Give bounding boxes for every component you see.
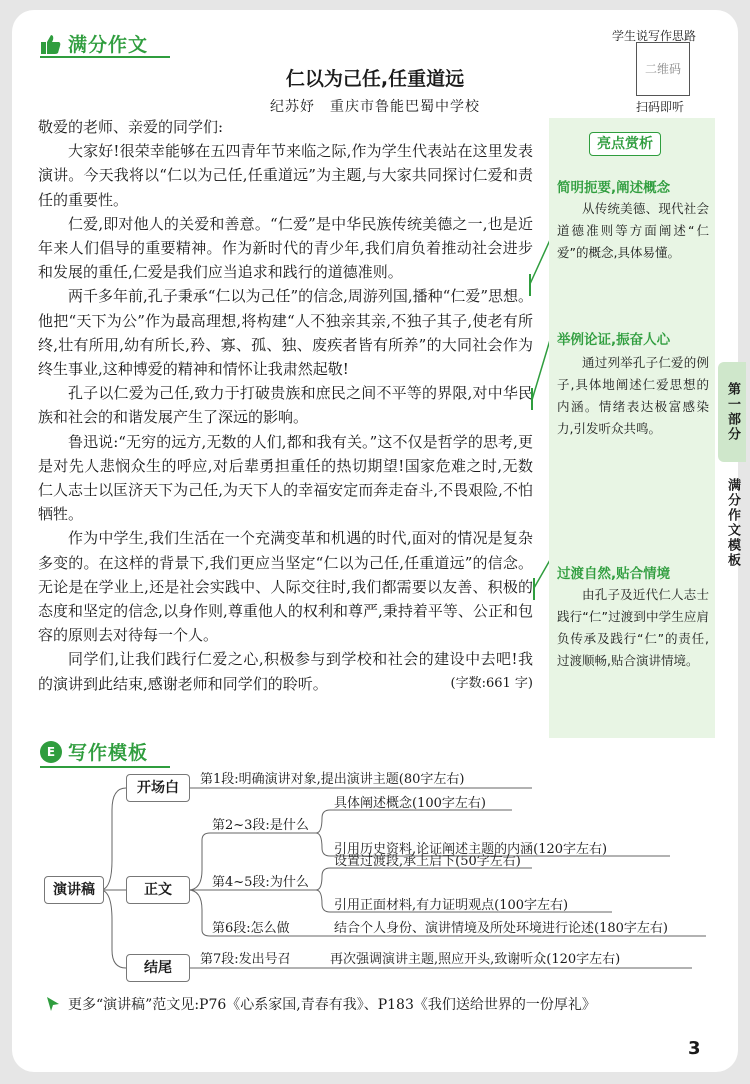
mindmap-what-item: 具体阐述概念(100字左右) bbox=[334, 796, 486, 811]
template-tag-label: 写作模板 bbox=[68, 742, 149, 764]
qr-code[interactable]: 二维码 bbox=[636, 42, 690, 96]
part-tab: 第一部分 bbox=[718, 362, 746, 462]
note-body: 从传统美德、现代社会道德准则等方面阐述“仁爱”的概念,具体易懂。 bbox=[557, 201, 709, 260]
note-body: 通过列举孔子仁爱的例子,具体地阐述仁爱思想的内涵。情绪表达极富感染力,引发听众共鸣。 bbox=[557, 355, 709, 436]
more-examples bbox=[44, 994, 596, 1014]
essay-title: 仁以为己任,任重道远 bbox=[285, 68, 465, 90]
essay-paragraph: 孔子以仁爱为己任,致力于打破贵族和庶民之间不平等的界限,对中华民族和社会的和谐发展产生了深远的影响。 bbox=[38, 384, 533, 427]
note-title: 举例论证,振奋人心 bbox=[557, 332, 671, 348]
qr-caption: 扫码即听 bbox=[636, 100, 685, 114]
mindmap-how-label: 第6段:怎么做 bbox=[212, 921, 290, 936]
essay-paragraph: 大家好!很荣幸能够在五四青年节来临之际,作为学生代表站在这里发表演讲。今天我将以“仁以为己任,任重道远”为主题,与大家共同探讨仁爱和责任的重要性。 bbox=[38, 142, 533, 209]
note-title: 过渡自然,贴合情境 bbox=[557, 566, 671, 582]
essay-paragraph: 两千多年前,孔子秉承“仁以为己任”的信念,周游列国,播种“仁爱”思想。他把“天下为公”作为最高理想,将构建“人不独亲其亲,不独子其子,使老有所终,壮有所用,幼有所长,矜、寡、孤、独、废疾者皆有所养”的大同社会作为终生事业,这种博爱的精神和情怀让我肃然起敬! bbox=[38, 287, 533, 379]
note-body: 由孔子及近代仁人志士践行“仁”过渡到中学生应肩负传承及践行“仁”的责任,过渡顺畅,贴合演讲情境。 bbox=[557, 587, 709, 668]
mindmap-ending-text: 再次强调演讲主题,照应开头,致谢听众(120字左右) bbox=[330, 952, 621, 967]
qr-hint: 学生说写作思路 bbox=[612, 29, 697, 43]
word-count: (字数:661 字) bbox=[450, 675, 533, 691]
mindmap-ending-title: 第7段:发出号召 bbox=[200, 952, 291, 967]
essay-paragraph: 作为中学生,我们生活在一个充满变革和机遇的时代,面对的情况是复杂多变的。在这样的背景下,我们更应当坚定“仁以为己任,任重道远”的信念。无论是在学业上,还是社会实践中、人际交往时,我们都需要以友善、积极的态度和坚定的信念,以身作则,尊重他人的权利和尊严,秉持着平等、公正和包容的原则去对待每一个人。 bbox=[38, 529, 533, 645]
mindmap-root: 演讲稿 bbox=[44, 876, 104, 904]
mindmap-how-text: 结合个人身份、演讲情境及所处环境进行论述(180字左右) bbox=[334, 921, 668, 936]
highlights-heading: 亮点赏析 bbox=[589, 132, 661, 156]
essay-paragraph: 鲁迅说:“无穷的远方,无数的人们,都和我有关。”这不仅是哲学的思考,更是对先人悲悯众生的呼应,对后辈勇担重任的热切期望!国家危难之时,无数仁人志士以匡济天下为己任,为天下人的幸福安定而奔走奋斗,不畏艰险,不怕牺牲。 bbox=[38, 432, 533, 524]
cursor-arrow-icon bbox=[44, 995, 62, 1013]
template-icon: E bbox=[40, 741, 62, 763]
mindmap-node-body: 正文 bbox=[126, 876, 190, 904]
mindmap-why-item: 引用正面材料,有力证明观点(100字左右) bbox=[334, 898, 569, 913]
mindmap-why-item: 设置过渡段,承上启下(50字左右) bbox=[334, 854, 521, 869]
note-title: 简明扼要,阐述概念 bbox=[557, 180, 671, 196]
more-examples-text[interactable]: 更多“演讲稿”范文见:P76《心系家国,青春有我》、P183《我们送给世界的一份厚礼》 bbox=[68, 997, 596, 1013]
mindmap-why-label: 第4~5段:为什么 bbox=[212, 875, 309, 890]
essay-paragraph: 仁爱,即对他人的关爱和善意。“仁爱”是中华民族传统美德之一,也是近年来人们倡导的重要精神。作为新时代的青少年,我们肩负着推动社会进步和发展的重任,仁爱是我们应当追求和践行的道德准则。 bbox=[38, 214, 533, 282]
essay-salutation: 敬爱的老师、亲爱的同学们: bbox=[38, 118, 224, 136]
page-number: 3 bbox=[688, 1038, 701, 1059]
mindmap-what-item: 引用历史资料,论证阐述主题的内涵(120字左右) bbox=[334, 842, 608, 857]
mindmap-what-label: 第2~3段:是什么 bbox=[212, 818, 309, 833]
page bbox=[12, 10, 738, 1072]
mindmap-opening-text: 第1段:明确演讲对象,提出演讲主题(80字左右) bbox=[200, 772, 465, 787]
essay-author: 纪苏妤 重庆市鲁能巴蜀中学校 bbox=[270, 99, 480, 115]
section-tag-label: 满分作文 bbox=[68, 34, 149, 56]
essay-closing: 同学们,让我们践行仁爱之心,积极参与到学校和社会的建设中去吧!我的演讲到此结束,感谢老师和同学们的聆听。 bbox=[38, 650, 533, 693]
mindmap-node-opening: 开场白 bbox=[126, 774, 190, 802]
mindmap-node-ending: 结尾 bbox=[126, 954, 190, 982]
part-name: 满分作文模板 bbox=[725, 478, 740, 568]
